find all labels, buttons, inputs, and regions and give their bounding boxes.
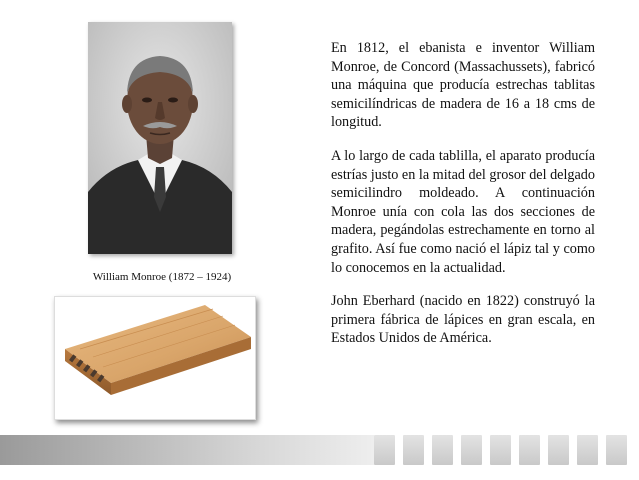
footer-tile (519, 435, 540, 465)
footer-tile (403, 435, 424, 465)
paragraph-3: John Eberhard (nacido en 1822) construyó la primera fábrica de lápices en gran escala, en Estados Unidos de América. (331, 293, 595, 347)
footer-tile (461, 435, 482, 465)
body-text (331, 39, 595, 363)
portrait-caption: William Monroe (1872 – 1924) (92, 271, 232, 283)
paragraph-2: A lo largo de cada tablilla, el aparato producía estrías justo en la mitad del grosor del delgado semicilindro moldeado. A continuación Monroe unía con cola las dos secciones de madera, pegándolas estrechamente en torno al grafito. Así fue como nació el lápiz tal y como lo conocemos en la actualidad. (331, 147, 595, 276)
paragraph-1: En 1812, el ebanista e inventor William Monroe, de Concord (Massachussets), fabricó una máquina que producía estrechas tablitas semicilíndricas de madera de 16 a 18 cms de longitud. (331, 40, 595, 131)
footer-tile (606, 435, 627, 465)
footer-tile (432, 435, 453, 465)
portrait-illustration (88, 22, 232, 254)
footer-tile (577, 435, 598, 465)
portrait-photo (88, 22, 232, 254)
footer-tile (548, 435, 569, 465)
footer-tile (374, 435, 395, 465)
pencil-slat-photo (54, 296, 256, 420)
footer-gradient-bar (0, 435, 374, 465)
pencil-slat-illustration (55, 297, 255, 419)
footer-tile (490, 435, 511, 465)
